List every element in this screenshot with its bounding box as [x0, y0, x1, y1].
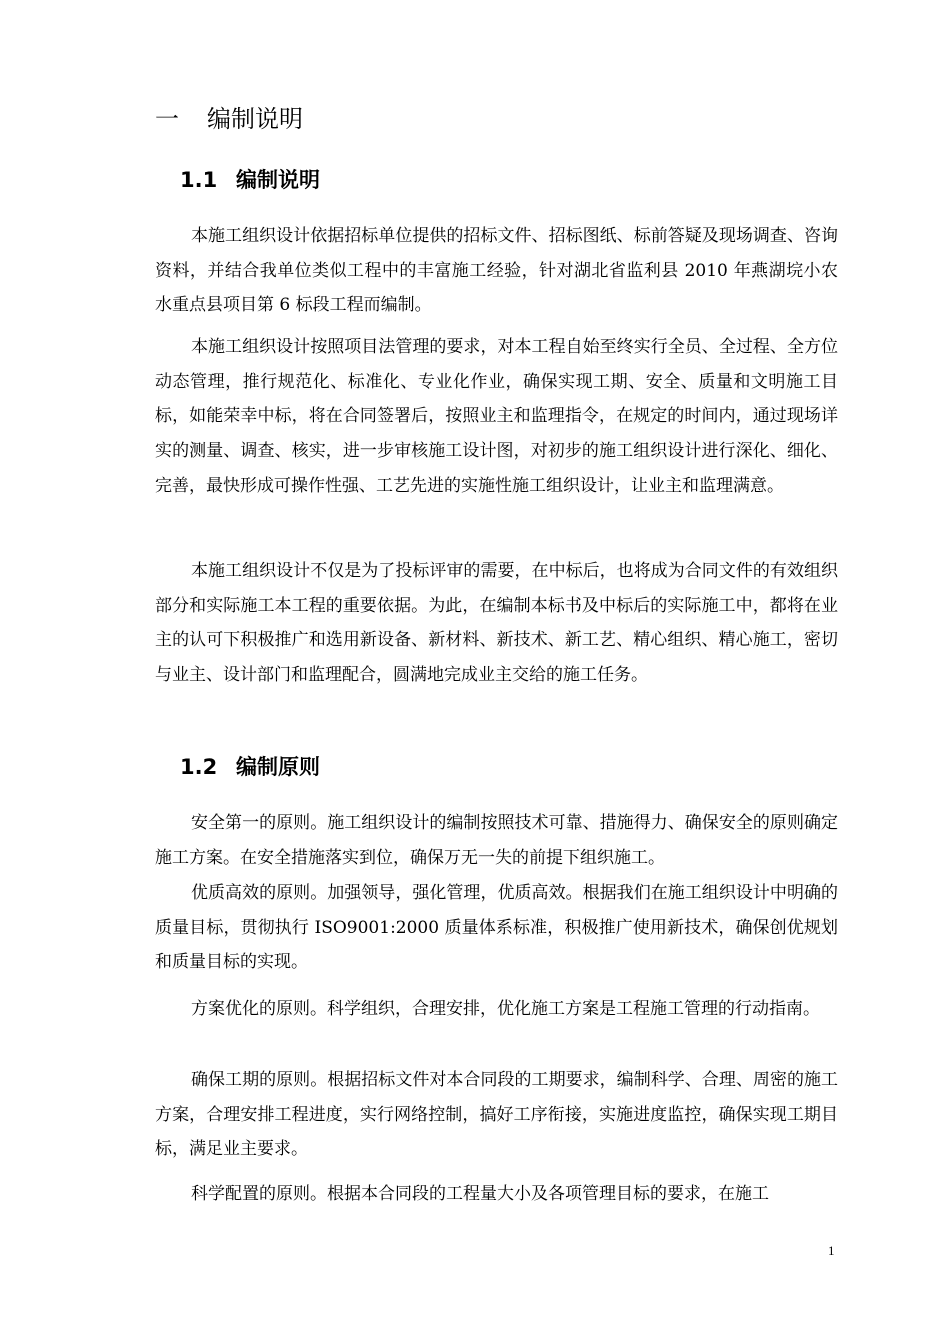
paragraph: 本施工组织设计不仅是为了投标评审的需要，在中标后，也将成为合同文件的有效组织部分和实际施工本工程的重要依据。为此，在编制本标书及中标后的实际施工中，都将在业主的认可下积极推广和选用新设备、新材料、新技术、新工艺、精心组织、精心施工，密切与业主、设计部门和监理配合，圆满地完成业主交给的施工任务。	[155, 561, 838, 686]
paragraph: 确保工期的原则。根据招标文件对本合同段的工期要求，编制科学、合理、周密的施工方案，合理安排工程进度，实行网络控制，搞好工序衔接，实施进度监控，确保实现工期目标，满足业主要求。	[155, 1070, 838, 1160]
section-heading-1-2	[180, 751, 320, 783]
section-number: 1.1	[180, 168, 218, 192]
section-heading-1-1	[180, 164, 320, 196]
paragraph: 科学配置的原则。根据本合同段的工程量大小及各项管理目标的要求，在施工	[191, 1184, 769, 1204]
paragraph: 本施工组织设计依据招标单位提供的招标文件、招标图纸、标前答疑及现场调查、咨询资料，并结合我单位类似工程中的丰富施工经验，针对湖北省监利县 2010 年燕湖垸小农水重点县项目第 6 标段工程而编制。	[155, 226, 838, 316]
paragraph: 本施工组织设计按照项目法管理的要求，对本工程自始至终实行全员、全过程、全方位动态管理，推行规范化、标准化、专业化作业，确保实现工期、安全、质量和文明施工目标，如能荣幸中标，将在合同签署后，按照业主和监理指令，在规定的时间内，通过现场详实的测量、调查、核实，进一步审核施工设计图，对初步的施工组织设计进行深化、细化、完善，最快形成可操作性强、工艺先进的实施性施工组织设计，让业主和监理满意。	[155, 337, 838, 496]
section-number: 1.2	[180, 755, 218, 779]
chapter-title: 编制说明	[207, 105, 303, 133]
paragraph: 安全第一的原则。施工组织设计的编制按照技术可靠、措施得力、确保安全的原则确定施工方案。在安全措施落实到位，确保万无一失的前提下组织施工。	[155, 813, 838, 868]
chapter-number: 一	[155, 105, 179, 133]
paragraph: 方案优化的原则。科学组织，合理安排，优化施工方案是工程施工管理的行动指南。	[191, 999, 820, 1019]
page-number: 1	[828, 1243, 835, 1258]
paragraph: 优质高效的原则。加强领导，强化管理，优质高效。根据我们在施工组织设计中明确的质量目标，贯彻执行 ISO9001:2000 质量体系标准，积极推广使用新技术，确保创优规划和质量目标的实现。	[155, 883, 838, 973]
section-title: 编制原则	[236, 755, 320, 779]
chapter-heading	[155, 101, 303, 137]
section-title: 编制说明	[236, 168, 320, 192]
